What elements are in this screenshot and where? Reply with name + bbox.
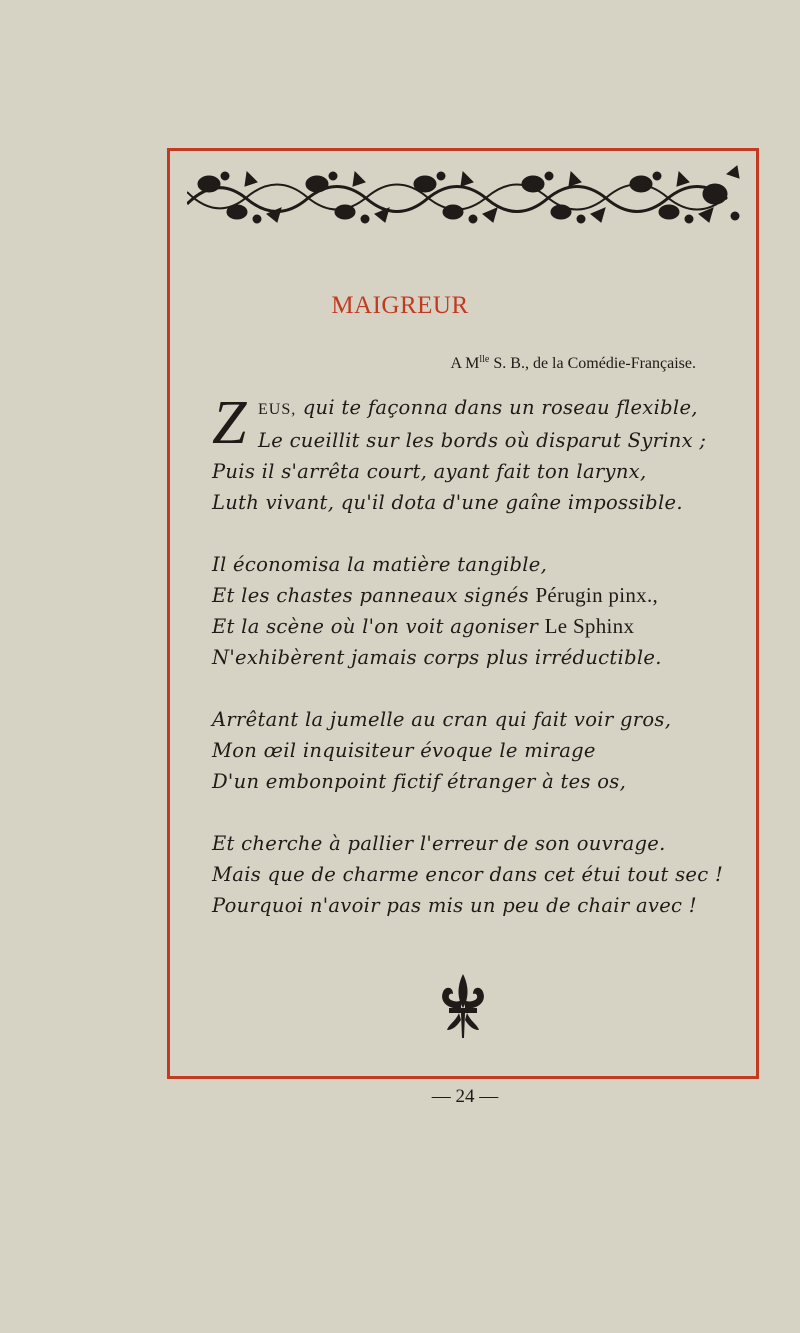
first-word: EUS, [258, 401, 297, 418]
poem-line: Luth vivant, qu'il dota d'une gaîne impossible. [212, 491, 683, 514]
poem-line [212, 580, 732, 611]
poem-line: Pourquoi n'avoir pas mis un peu de chair avec ! [212, 894, 697, 917]
floral-vine-border-icon [187, 164, 743, 230]
roman-text: Pérugin pinx., [535, 583, 659, 607]
poem-line: Arrêtant la jumelle au cran qui fait voir gros, [212, 708, 672, 731]
poem-line: Mon œil inquisiteur évoque le mirage [212, 739, 596, 762]
stanza-1 [212, 389, 732, 518]
roman-text: Le Sphinx [544, 614, 635, 638]
line-text: Et les chastes panneaux signés [212, 584, 536, 607]
dedication-rest: S. B., de la Comédie-Française. [489, 355, 696, 372]
poem-line: N'exhibèrent jamais corps plus irréductible. [212, 646, 662, 669]
poem-line: D'un embonpoint fictif étranger à tes os, [212, 770, 627, 793]
stanza-3 [212, 704, 732, 797]
drop-cap: Z [212, 389, 247, 457]
poem-title: MAIGREUR [331, 292, 469, 319]
poem-line: Le cueillit sur les bords où disparut Syrinx ; [258, 429, 707, 452]
stanza-4 [212, 828, 732, 921]
dedication [450, 354, 696, 373]
poem-line: Il économisa la matière tangible, [212, 553, 548, 576]
stanza-2 [212, 549, 732, 673]
poem-line: Et cherche à pallier l'erreur de son ouvrage. [212, 832, 666, 855]
poem-line: Puis il s'arrêta court, ayant fait ton larynx, [212, 460, 647, 483]
dedication-superscript: lle [479, 354, 490, 365]
poem-line: Mais que de charme encor dans cet étui tout sec ! [212, 863, 724, 886]
page-number: — 24 — [431, 1086, 499, 1107]
poem-line [212, 611, 732, 642]
poem-body [212, 389, 732, 952]
line-text: Et la scène où l'on voit agoniser [212, 615, 545, 638]
dedication-prefix: A M [450, 355, 480, 372]
line-text: qui te façonna dans un roseau flexible, [296, 396, 698, 419]
fleur-de-lis-icon [435, 972, 491, 1040]
poem-line [212, 392, 732, 425]
